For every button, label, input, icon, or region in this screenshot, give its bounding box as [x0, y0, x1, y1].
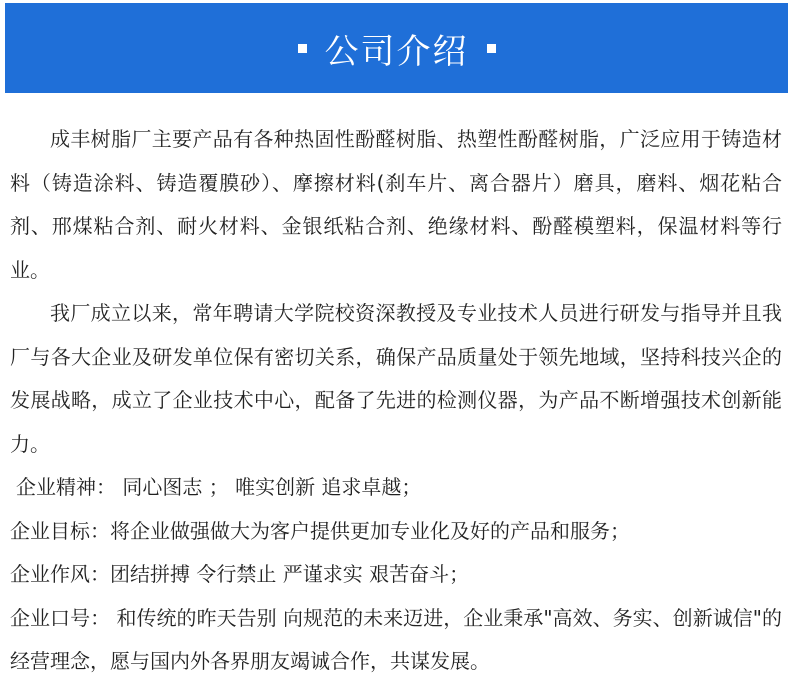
banner-title-group — [298, 24, 496, 73]
intro-paragraph-history: 我厂成立以来，常年聘请大学院校资深教授及专业技术人员进行研发与指导并且我厂与各大企业及研发单位保有密切关系，确保产品质量处于领先地域，坚持科技兴企的发展战略，成立了企业技术中心，配备了先进的检测仪器，为产品不断增强技术创新能力。 — [10, 301, 782, 456]
enterprise-goal-line: 企业目标：将企业做强做大为客户提供更加专业化及好的产品和服务； — [10, 518, 630, 543]
enterprise-slogan-paragraph: 企业口号： 和传统的昨天告别 向规范的未来迈进，企业秉承"高效、务实、创新诚信"的经营理念，愿与国内外各界朋友竭诚合作，共谋发展。 — [10, 605, 782, 673]
bullet-square-icon — [487, 44, 496, 53]
section-header-banner — [5, 3, 788, 93]
bullet-square-icon — [298, 44, 307, 53]
enterprise-style-line: 企业作风：团结拼搏 令行禁止 严谨求实 艰苦奋斗； — [10, 562, 470, 586]
intro-paragraph-products: 成丰树脂厂主要产品有各种热固性酚醛树脂、热塑性酚醛树脂，广泛应用于铸造材料（铸造涂料、铸造覆膜砂）、摩擦材料(刹车片、离合器片）磨具，磨料、烟花粘合剂、邢煤粘合剂、耐火材料、金银纸粘合剂、绝缘材料、酚醛模塑料，保温材料等行业。 — [10, 127, 782, 282]
section-title: 公司介绍 — [324, 31, 469, 72]
enterprise-spirit-line: 企业精神： 同心图志 ； 唯实创新 追求卓越； — [16, 475, 422, 499]
intro-content — [10, 118, 782, 684]
